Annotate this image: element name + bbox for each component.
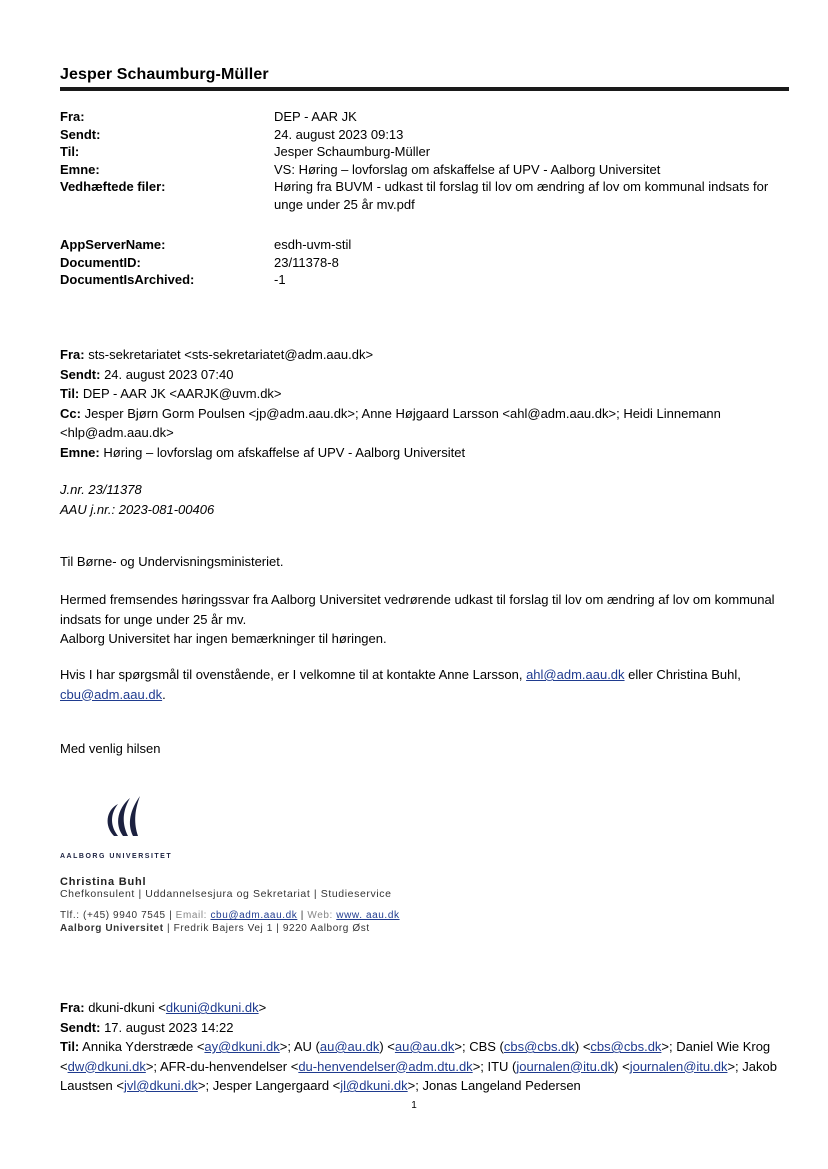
email2-sent-value: 17. august 2023 14:22 <box>104 1019 234 1035</box>
signature-phone: Tlf.: (+45) 9940 7545 | <box>60 910 176 921</box>
recipient-text: >; Jonas Langeland Pedersen <box>407 1078 581 1093</box>
page-number: 1 <box>411 1100 417 1111</box>
forward-header <box>60 108 790 213</box>
recipient-email-link[interactable]: au@au.dk <box>394 1039 455 1054</box>
from-value: DEP - AAR JK <box>274 109 357 124</box>
body-paragraph-2 <box>60 665 790 704</box>
recipient-email-link[interactable]: du-henvendelser@adm.dtu.dk <box>298 1058 473 1074</box>
email1-cc-label: Cc: <box>60 405 81 421</box>
recipient-email-link[interactable]: cbs@cbs.dk <box>503 1039 575 1054</box>
to-label: Til: <box>60 144 80 159</box>
signature-web-link[interactable]: www. aau.dk <box>336 910 400 921</box>
archived-label: DocumentIsArchived: <box>60 272 195 287</box>
email1-from-value: sts-sekretariatet <sts-sekretariatet@adm.aau.dk> <box>88 347 374 362</box>
body-text-1: Hermed fremsendes høringssvar fra Aalborg Universitet vedrørende udkast til forslag til lov om ændring af lov om kommunal indsats for unge under 25 år mv. <box>60 592 775 627</box>
attachments-label: Vedhæftede filer: <box>60 179 166 194</box>
body-text-2b: eller Christina Buhl, <box>624 667 741 682</box>
email1-subject-label: Emne: <box>60 444 100 460</box>
dkuni-email-link[interactable]: dkuni@dkuni.dk <box>165 1000 259 1015</box>
recipient-email-link[interactable]: journalen@itu.dk <box>516 1058 615 1074</box>
signature-separator: | <box>297 910 308 921</box>
email1-subject-value: Høring – lovforslag om afskaffelse af UPV - Aalborg Universitet <box>103 444 466 460</box>
recipient-email-link[interactable]: dw@dkuni.dk <box>67 1058 146 1074</box>
signature-email-label: Email: <box>175 910 211 921</box>
journal-numbers <box>60 480 790 519</box>
appserver-label: AppServerName: <box>60 237 166 252</box>
recipient-text: >; AU ( <box>279 1039 320 1054</box>
signature-name: Christina Buhl <box>60 876 147 888</box>
page-title: Jesper Schaumburg-Müller <box>60 66 269 83</box>
header-row-to <box>60 143 790 161</box>
sent-value: 24. august 2023 09:13 <box>274 126 404 142</box>
signature <box>60 876 400 935</box>
email1-to <box>60 384 790 404</box>
header-row-sent <box>60 126 790 144</box>
recipient-text: ) < <box>614 1058 630 1074</box>
email1-header <box>60 345 790 462</box>
aau-logo-icon <box>96 792 144 840</box>
aau-brand-text: AALBORG UNIVERSITET <box>60 853 173 860</box>
recipient-email-link[interactable]: jvl@dkuni.dk <box>123 1078 198 1093</box>
email2-from-label: Fra: <box>60 1000 85 1015</box>
to-value: Jesper Schaumburg-Müller <box>274 144 431 159</box>
email2-sent <box>60 1018 790 1038</box>
email2-sent-label: Sendt: <box>60 1019 101 1035</box>
email1-to-value: DEP - AAR JK <AARJK@uvm.dk> <box>82 386 282 401</box>
docid-label: DocumentID: <box>60 254 141 270</box>
subject-label: Emne: <box>60 161 100 177</box>
aau-case-number: AAU j.nr.: 2023-081-00406 <box>60 501 215 517</box>
email1-cc <box>60 404 790 443</box>
header-row-attachments <box>60 178 790 213</box>
case-number: J.nr. 23/11378 <box>60 482 142 497</box>
recipient-text: >; Jakob Laustsen < <box>60 1058 777 1093</box>
archived-value: -1 <box>274 272 286 287</box>
email1-subject <box>60 443 790 463</box>
body-text-2c: . <box>162 686 166 702</box>
email2-from <box>60 998 790 1018</box>
subject-value: VS: Høring – lovforslag om afskaffelse af UPV - Aalborg Universitet <box>274 161 661 177</box>
appserver-value: esdh-uvm-stil <box>274 237 352 252</box>
greeting: Til Børne- og Undervisningsministeriet. <box>60 554 284 569</box>
recipient-text: >; AFR-du-henvendelser < <box>145 1058 299 1074</box>
signature-contact <box>60 909 400 922</box>
signature-org: Aalborg Universitet <box>60 923 164 934</box>
recipient-email-link[interactable]: cbs@cbs.dk <box>590 1039 662 1054</box>
from-label: Fra: <box>60 109 85 124</box>
email1-sent-label: Sendt: <box>60 366 101 382</box>
header-row-from <box>60 108 790 126</box>
recipient-text: Annika Yderstræde < <box>82 1039 205 1054</box>
recipient-text: >; Jesper Langergaard < <box>197 1078 341 1093</box>
document-metadata <box>60 236 790 289</box>
email2-header <box>60 998 790 1096</box>
signature-address-line <box>60 922 400 935</box>
recipient-text: >; ITU ( <box>472 1058 517 1074</box>
closing: Med venlig hilsen <box>60 741 161 756</box>
signature-role: Chefkonsulent | Uddannelsesjura og Sekretariat | Studieservice <box>60 888 392 900</box>
ahl-email-link[interactable]: ahl@adm.aau.dk <box>526 667 625 682</box>
recipient-email-link[interactable]: au@au.dk <box>319 1039 380 1054</box>
email2-to-label: Til: <box>60 1039 80 1054</box>
email1-sent-value: 24. august 2023 07:40 <box>104 366 234 382</box>
recipient-text: >; Daniel Wie Krog < <box>60 1039 771 1074</box>
body-text-1b: Aalborg Universitet har ingen bemærkninger til høringen. <box>60 631 387 646</box>
signature-address: | Fredrik Bajers Vej 1 | 9220 Aalborg Øst <box>163 923 370 934</box>
email1-cc-value: Jesper Bjørn Gorm Poulsen <jp@adm.aau.dk>; Anne Højgaard Larsson <ahl@adm.aau.dk>; Heidi Linnemann <hlp@adm.aau.dk> <box>60 405 721 440</box>
docid-value: 23/11378-8 <box>274 254 339 270</box>
sent-label: Sendt: <box>60 126 101 142</box>
email2-to <box>60 1037 790 1096</box>
cbu-email-link[interactable]: cbu@adm.aau.dk <box>60 686 163 702</box>
recipient-text: ) < <box>574 1039 591 1054</box>
attachments-value: Høring fra BUVM - udkast til forslag til lov om ændring af lov om kommunal indsats for unge under 25 år mv.pdf <box>274 179 769 212</box>
email1-sent <box>60 365 790 385</box>
recipient-text: ) < <box>379 1039 395 1054</box>
signature-email-link[interactable]: cbu@adm.aau.dk <box>210 910 298 921</box>
email1-from <box>60 345 790 365</box>
meta-row-appserver <box>60 236 790 254</box>
email1-to-label: Til: <box>60 386 80 401</box>
signature-web-label: Web: <box>307 910 337 921</box>
body-paragraph-1 <box>60 590 790 649</box>
body-text-2a: Hvis I har spørgsmål til ovenstående, er I velkomne til at kontakte Anne Larsson, <box>60 667 527 682</box>
recipient-email-link[interactable]: journalen@itu.dk <box>629 1058 728 1074</box>
meta-row-docid <box>60 254 790 272</box>
email1-from-label: Fra: <box>60 347 85 362</box>
title-rule <box>60 87 789 91</box>
email2-from-text: dkuni-dkuni < <box>88 1000 166 1015</box>
recipient-email-link[interactable]: ay@dkuni.dk <box>204 1039 280 1054</box>
email2-from-close: > <box>258 1000 267 1015</box>
meta-row-archived <box>60 271 790 289</box>
header-row-subject <box>60 161 790 179</box>
recipient-email-link[interactable]: jl@dkuni.dk <box>340 1078 408 1093</box>
recipient-text: >; CBS ( <box>454 1039 504 1054</box>
